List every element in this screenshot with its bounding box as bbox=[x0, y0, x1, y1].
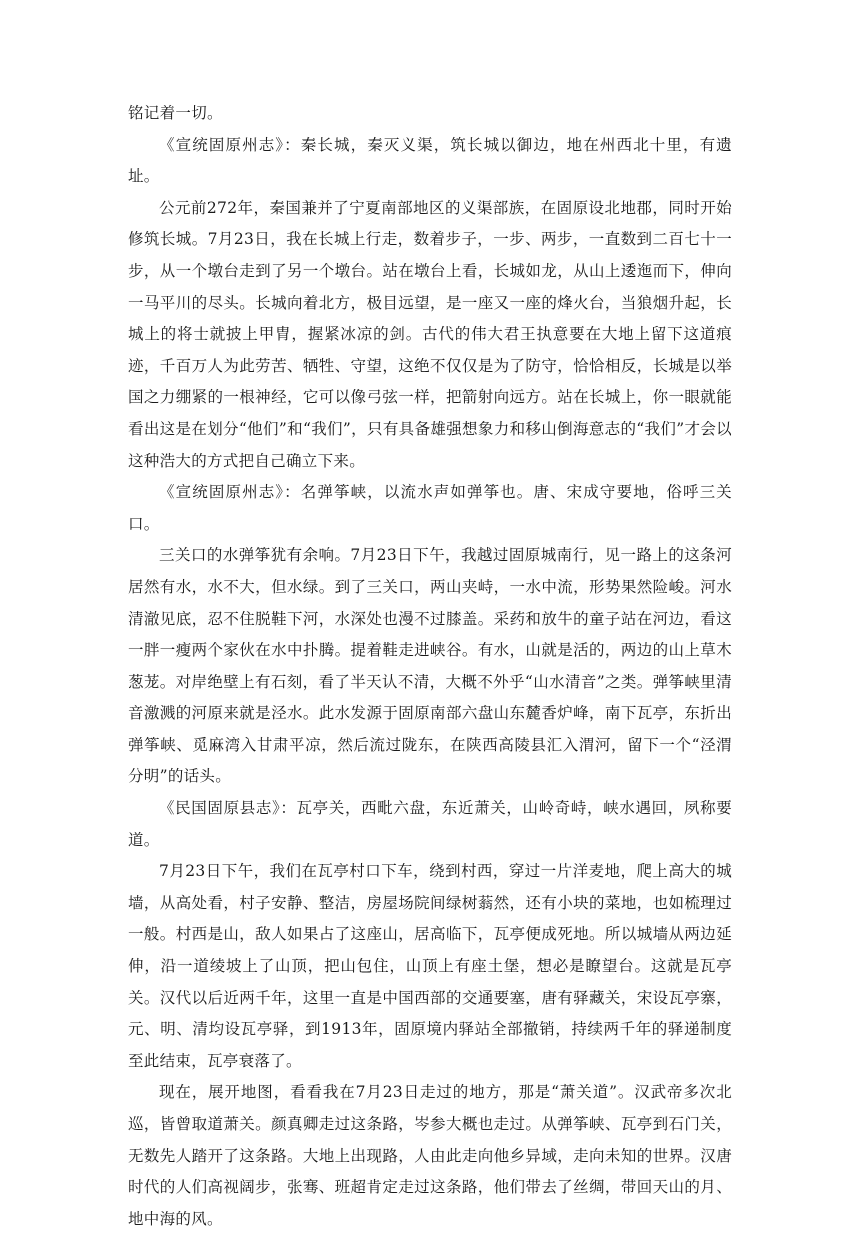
paragraph-sanguankou: 三关口的水弹筝犹有余响。7月23日下午，我越过固原城南行，见一路上的这条河居然有水，水不大，但水绿。到了三关口，两山夹峙，一水中流，形势果然险峻。河水清澈见底，忍不住脱鞋下河，水深处也漫不过膝盖。采药和放牛的童子站在河边，看这一胖一瘦两个家伙在水中扑腾。提着鞋走进峡谷。有水，山就是活的，两边的山上草木葱茏。对岸绝壁上有石刻，看了半天认不清，大概不外乎“山水清音”之类。弹筝峡里清音激溅的河原来就是泾水。此水发源于固原南部六盘山东麓香炉峰，南下瓦亭，东折出弹筝峡、觅麻湾入甘肃平凉，然后流过陇东，在陕西高陵县汇入渭河，留下一个“泾渭分明”的话头。 bbox=[128, 546, 732, 786]
paragraph-quote-changcheng: 《宣统固原州志》：秦长城，秦灭义渠，筑长城以御边，地在州西北十里，有遗址。 bbox=[128, 135, 732, 186]
paragraph-continuation: 铭记着一切。 bbox=[128, 104, 223, 122]
document-body bbox=[128, 98, 732, 1235]
paragraph-xiaoguan-road: 现在，展开地图，看看我在7月23日走过的地方，那是“萧关道”。汉武帝多次北巡，皆曾取道萧关。颜真卿走过这条路，岑参大概也走过。从弹筝峡、瓦亭到石门关，无数先人踏开了这条路。大地上出现路，人由此走向他乡异域，走向未知的世界。汉唐时代的人们高视阔步，张骞、班超肯定走过这条路，他们带去了丝绸，带回天山的月、地中海的风。 bbox=[128, 1083, 732, 1228]
paragraph-great-wall: 公元前272年，秦国兼并了宁夏南部地区的义渠部族，在固原设北地郡，同时开始修筑长城。7月23日，我在长城上行走，数着步子，一步、两步，一直数到二百七十一步，从一个墩台走到了另一个墩台。站在墩台上看，长城如龙，从山上逶迤而下，伸向一马平川的尽头。长城向着北方，极目远望，是一座又一座的烽火台，当狼烟升起，长城上的将士就披上甲胄，握紧冰凉的剑。古代的伟大君王执意要在大地上留下这道痕迹，千百万人为此劳苦、牺牲、守望，这绝不仅仅是为了防守，恰恰相反，长城是以举国之力绷紧的一根神经，它可以像弓弦一样，把箭射向远方。站在长城上，你一眼就能看出这是在划分“他们”和“我们”，只有具备雄强想象力和移山倒海意志的“我们”才会以这种浩大的方式把自己确立下来。 bbox=[128, 198, 732, 470]
paragraph-quote-watingguan: 《民国固原县志》：瓦亭关，西毗六盘，东近萧关，山岭奇峙，峡水遇回，夙称要道。 bbox=[128, 799, 732, 849]
paragraph-wating-village: 7月23日下午，我们在瓦亭村口下车，绕到村西，穿过一片洋麦地，爬上高大的城墙，从高处看，村子安静、整洁，房屋场院间绿树蓊然，还有小块的菜地，也如梳理过一般。村西是山，敌人如果占了这座山，居高临下，瓦亭便成死地。所以城墙从两边延伸，沿一道绫坡上了山顶，把山包住，山顶上有座土堡，想必是瞭望台。这就是瓦亭关。汉代以后近两千年，这里一直是中国西部的交通要塞，唐有驿藏关，宋设瓦亭寨，元、明、清均设瓦亭驿，到1913年，固原境内驿站全部撤销，持续两千年的驿递制度至此结束，瓦亭衰落了。 bbox=[128, 862, 732, 1070]
paragraph-quote-tanzhengxia: 《宣统固原州志》：名弹筝峡，以流水声如弹筝也。唐、宋成守要地，俗呼三关口。 bbox=[128, 483, 732, 533]
